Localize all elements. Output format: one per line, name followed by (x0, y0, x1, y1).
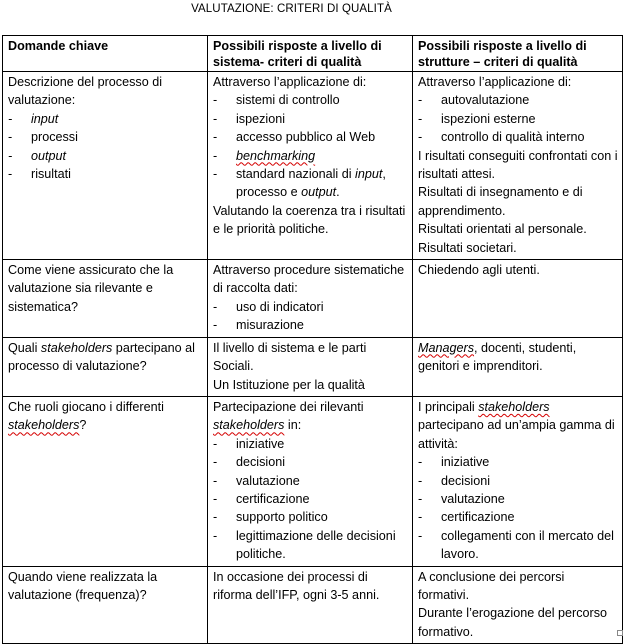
list-item: - supporto politico (213, 508, 408, 526)
header-key-questions: Domande chiave (3, 36, 208, 72)
row2-system-answer: Attraverso procedure sistematiche di raccolta dati: - uso di indicatori - misurazione (208, 260, 413, 338)
list-item: - benchmarking (213, 147, 408, 165)
list-item: - ispezioni esterne (418, 110, 618, 128)
table-row (3, 566, 623, 644)
table-header-row (3, 36, 623, 72)
list-item: - decisioni (418, 472, 618, 490)
row1-structure-answer: Attraverso l’applicazione di: - autovalutazione - ispezioni esterne - controllo di qualità interno I risultati conseguiti confrontati con i risultati attesi. Risultati di insegnamento e di apprendimento. Risultati orientati al personale. Risultati societari. (413, 72, 623, 260)
list-item: - accesso pubblico al Web (213, 128, 408, 146)
list-item: - certificazione (418, 508, 618, 526)
list-item: - iniziative (213, 435, 408, 453)
list-item: - iniziative (418, 453, 618, 471)
list-item: - legittimazione delle decisioni politiche. (213, 527, 408, 564)
list-item: - valutazione (418, 490, 618, 508)
row1-system-answer: Attraverso l’applicazione di: - sistemi di controllo - ispezioni - accesso pubblico al Web - benchmarking - standard nazionali di input, processo e output. Valutando la coerenza tra i risultati e le priorità politiche. (208, 72, 413, 260)
row3-system-answer: Il livello di sistema e le parti Sociali. Un Istituzione per la qualità (208, 337, 413, 396)
list-item: - standard nazionali di input, processo e output. (213, 165, 408, 202)
row5-structure-answer: A conclusione dei percorsi formativi. Durante l’erogazione del percorso formativo. (413, 566, 623, 644)
header-structure-level: Possibili risposte a livello di strutture – criteri di qualità (413, 36, 623, 72)
list-item: - ispezioni (213, 110, 408, 128)
list-item: - controllo di qualità interno (418, 128, 618, 146)
list-item: - risultati (8, 165, 203, 183)
row3-structure-answer: Managers, docenti, studenti, genitori e imprenditori. (413, 337, 623, 396)
list-item: - valutazione (213, 472, 408, 490)
list-item: - processi (8, 128, 203, 146)
row1-question: Descrizione del processo di valutazione: - input - processi - output - risultati (3, 72, 208, 260)
process-list (8, 110, 203, 184)
row2-structure-answer: Chiedendo agli utenti. (413, 260, 623, 338)
row2-question: Come viene assicurato che la valutazione sia rilevante e sistematica? (3, 260, 208, 338)
row4-question: Che ruoli giocano i differenti stakeholders? (3, 396, 208, 566)
list-item: - misurazione (213, 316, 408, 334)
row3-question: Quali stakeholders partecipano al processo di valutazione? (3, 337, 208, 396)
list-item: - output (8, 147, 203, 165)
list-item: - autovalutazione (418, 91, 618, 109)
list-item: - decisioni (213, 453, 408, 471)
table-row (3, 337, 623, 396)
list-item: - uso di indicatori (213, 298, 408, 316)
list-item: - sistemi di controllo (213, 91, 408, 109)
table-row (3, 72, 623, 260)
table-row (3, 396, 623, 566)
quality-criteria-table (2, 35, 623, 644)
header-system-level: Possibili risposte a livello di sistema- criteri di qualità (208, 36, 413, 72)
document-title: VALUTAZIONE: CRITERI DI QUALITÀ (191, 3, 392, 15)
table-row (3, 260, 623, 338)
list-item: - collegamenti con il mercato del lavoro. (418, 527, 618, 564)
list-item: - input (8, 110, 203, 128)
row5-system-answer: In occasione dei processi di riforma dell’IFP, ogni 3-5 anni. (208, 566, 413, 644)
row5-question: Quando viene realizzata la valutazione (frequenza)? (3, 566, 208, 644)
row4-structure-answer: I principali stakeholders partecipano ad un’ampia gamma di attività: - iniziative - decisioni - valutazione - certificazione - collegamenti con il mercato del lavoro. (413, 396, 623, 566)
list-item: - certificazione (213, 490, 408, 508)
row4-system-answer: Partecipazione dei rilevanti stakeholders in: - iniziative - decisioni - valutazione - certificazione - supporto politico - legittimazione delle decisioni politiche. (208, 396, 413, 566)
table-resize-handle-icon (617, 630, 623, 636)
